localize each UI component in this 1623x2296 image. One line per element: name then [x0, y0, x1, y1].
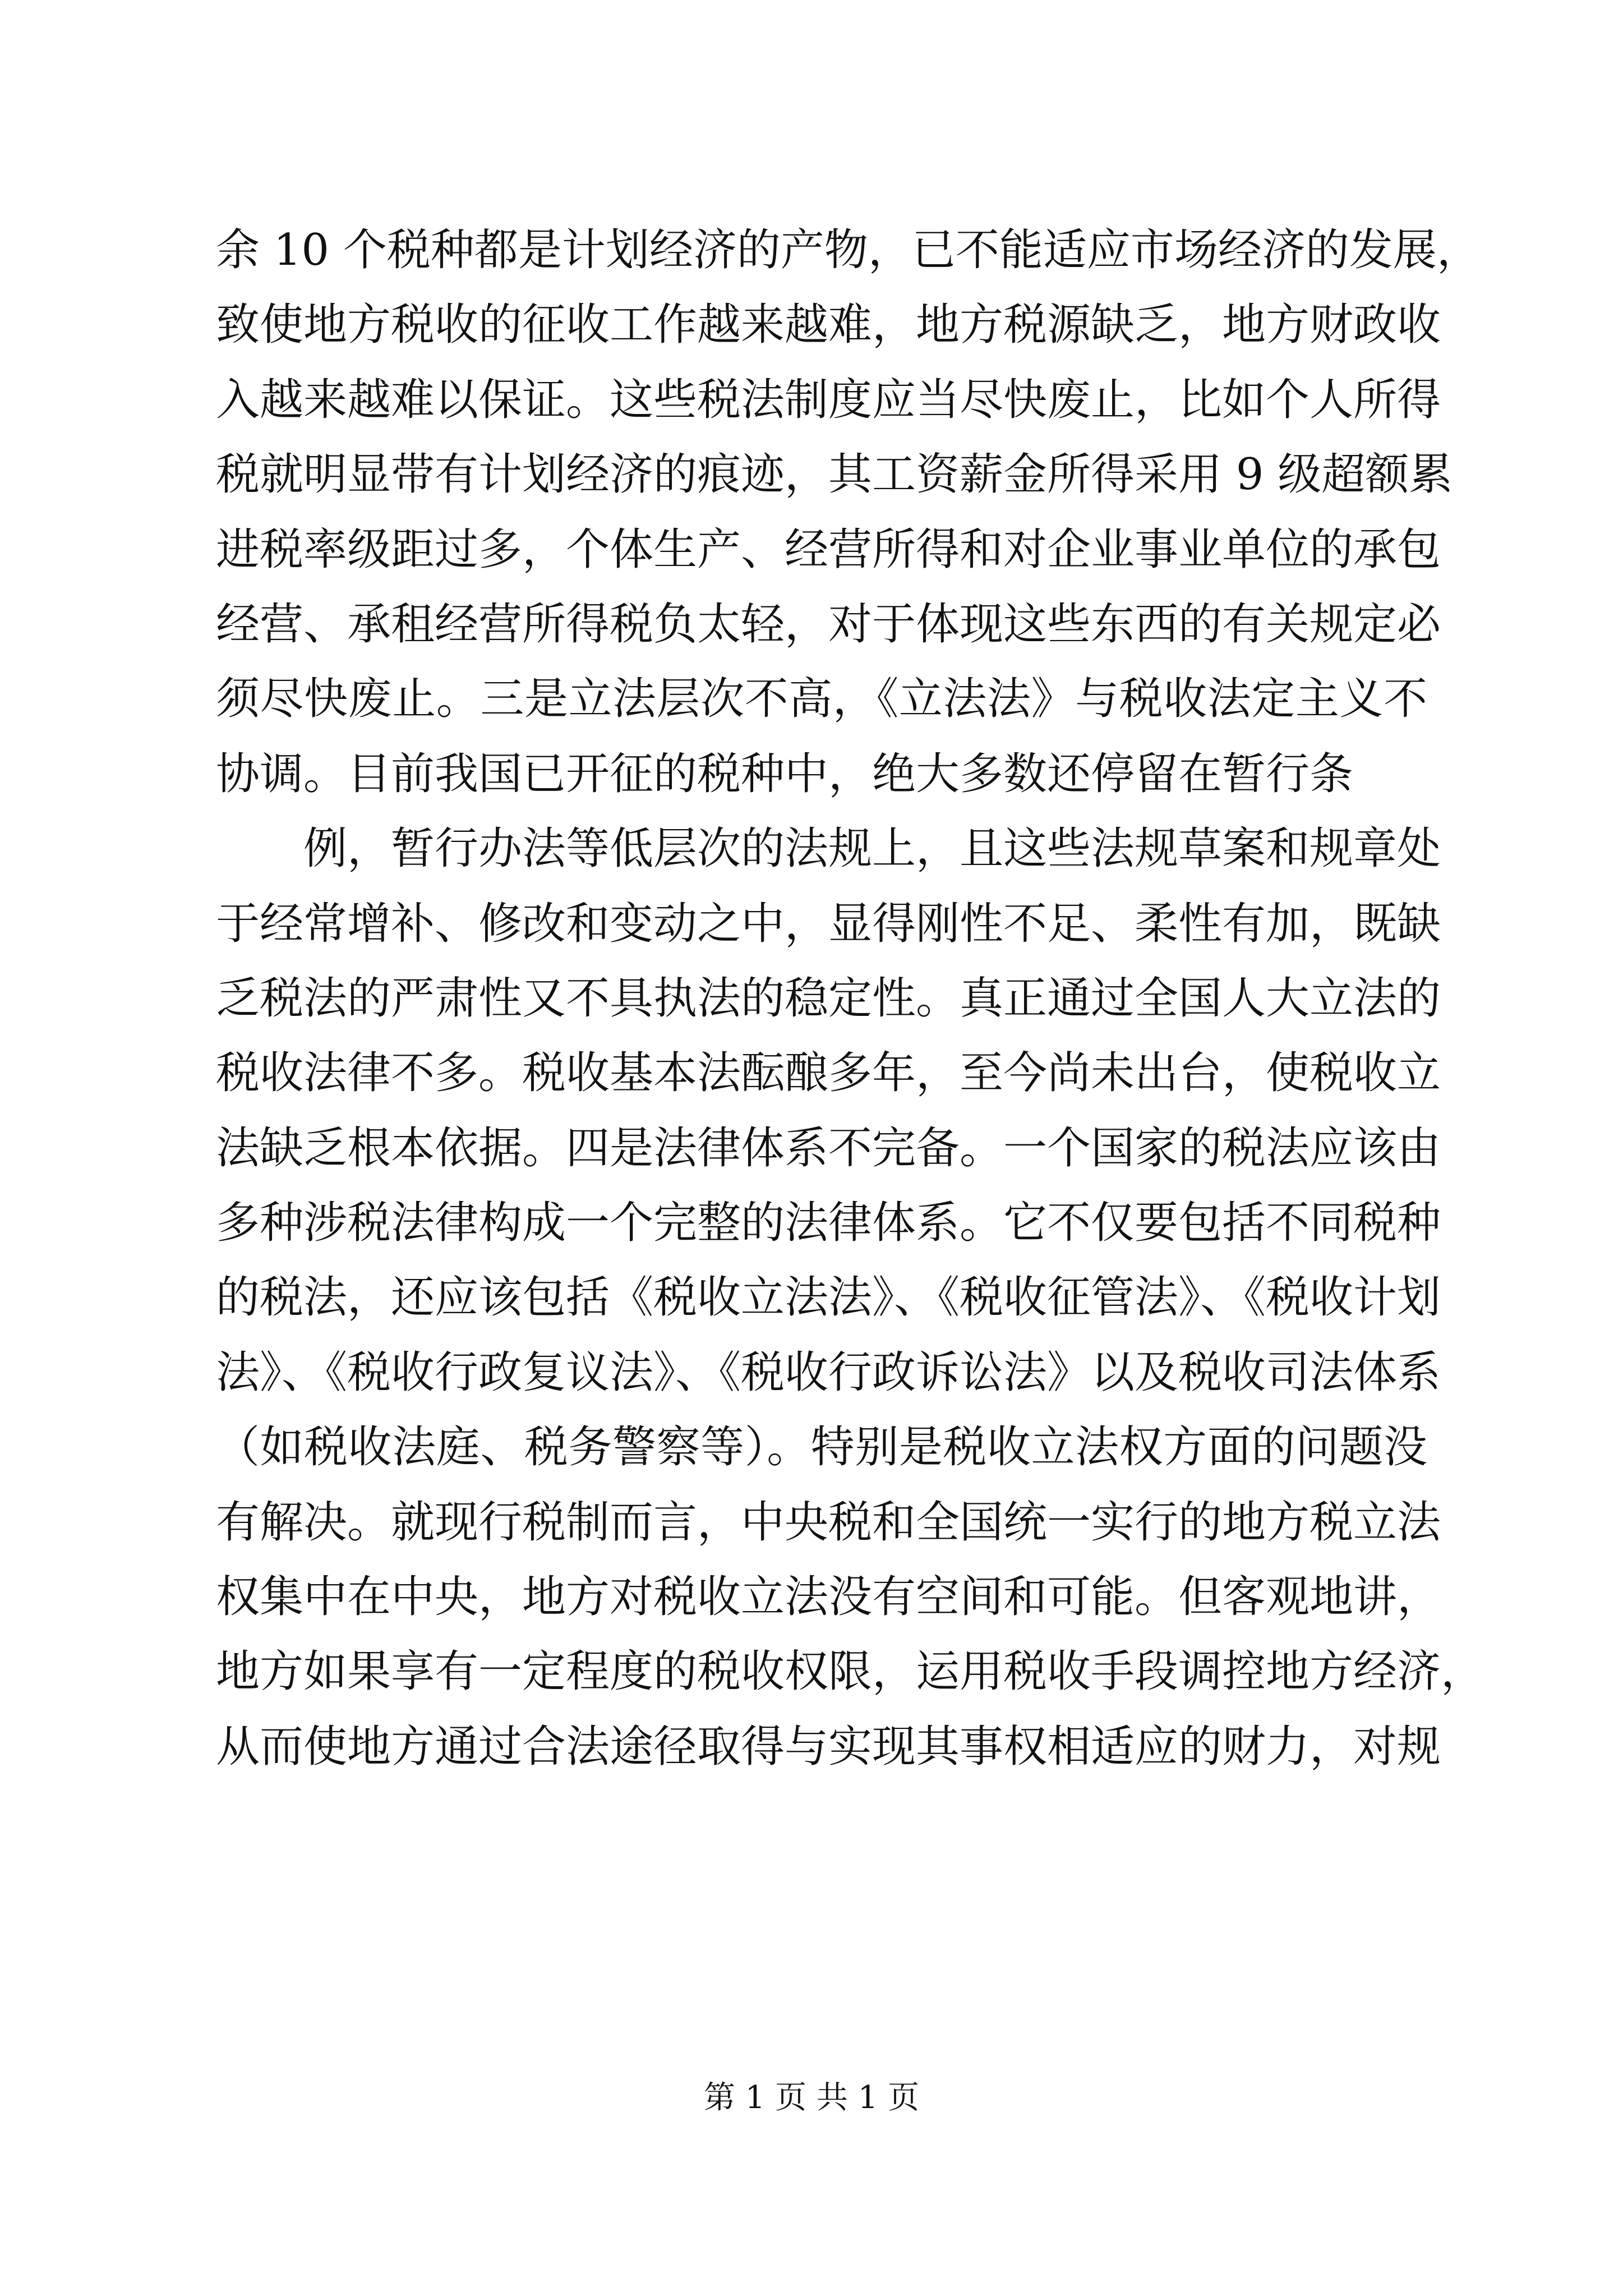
text-line: 乏税法的严肃性又不具执法的稳定性。真正通过全国人大立法的: [216, 973, 1441, 1024]
text-line: 权集中在中央，地方对税收立法没有空间和可能。但客观地讲，: [216, 1572, 1441, 1623]
text-line: 于经常增补、修改和变动之中，显得刚性不足、柔性有加，既缺: [216, 898, 1441, 949]
text-line: 从而使地方通过合法途径取得与实现其事权相适应的财力，对规: [216, 1721, 1441, 1772]
text-line: 例，暂行办法等低层次的法规上，且这些法规草案和规章处: [303, 823, 1441, 875]
text-line: 地方如果享有一定程度的税收权限，运用税收手段调控地方经济，: [216, 1646, 1485, 1697]
text-line: 余 10 个税种都是计划经济的产物，已不能适应市场经济的发展，: [216, 225, 1481, 275]
text-line: 有解决。就现行税制而言，中央税和全国统一实行的地方税立法: [216, 1497, 1441, 1548]
text-line: 经营、承租经营所得税负太轻，对于体现这些东西的有关规定必: [216, 599, 1441, 650]
text-line: （如税收法庭、税务警察等）。特别是税收立法权方面的问题没: [216, 1422, 1427, 1473]
text-line: 法缺乏根本依据。四是法律体系不完备。一个国家的税法应该由: [216, 1122, 1441, 1174]
text-line: 协调。目前我国已开征的税种中，绝大多数还停留在暂行条: [216, 748, 1354, 799]
text-line: 的税法，还应该包括《税收立法法》、《税收征管法》、《税收计划: [216, 1272, 1441, 1323]
text-line: 多种涉税法律构成一个完整的法律体系。它不仅要包括不同税种: [216, 1198, 1441, 1249]
text-line: 法》、《税收行政复议法》、《税收行政诉讼法》以及税收司法体系: [216, 1347, 1441, 1398]
text-line: 税就明显带有计划经济的痕迹，其工资薪金所得采用 9 级超额累: [216, 449, 1453, 500]
document-body: [216, 213, 1485, 1784]
text-line: 入越来越难以保证。这些税法制度应当尽快废止，比如个人所得: [216, 374, 1441, 425]
text-line: 须尽快废止。三是立法层次不高，《立法法》与税收法定主义不: [216, 674, 1427, 725]
page-footer: [0, 2076, 1623, 2120]
text-line: 税收法律不多。税收基本法酝酿多年，至今尚未出台，使税收立: [216, 1048, 1441, 1099]
page-number-label: 第 1 页 共 1 页: [703, 2079, 920, 2116]
text-line: 致使地方税收的征收工作越来越难，地方税源缺乏，地方财政收: [216, 300, 1441, 351]
text-line: 进税率级距过多，个体生产、经营所得和对企业事业单位的承包: [216, 524, 1441, 575]
